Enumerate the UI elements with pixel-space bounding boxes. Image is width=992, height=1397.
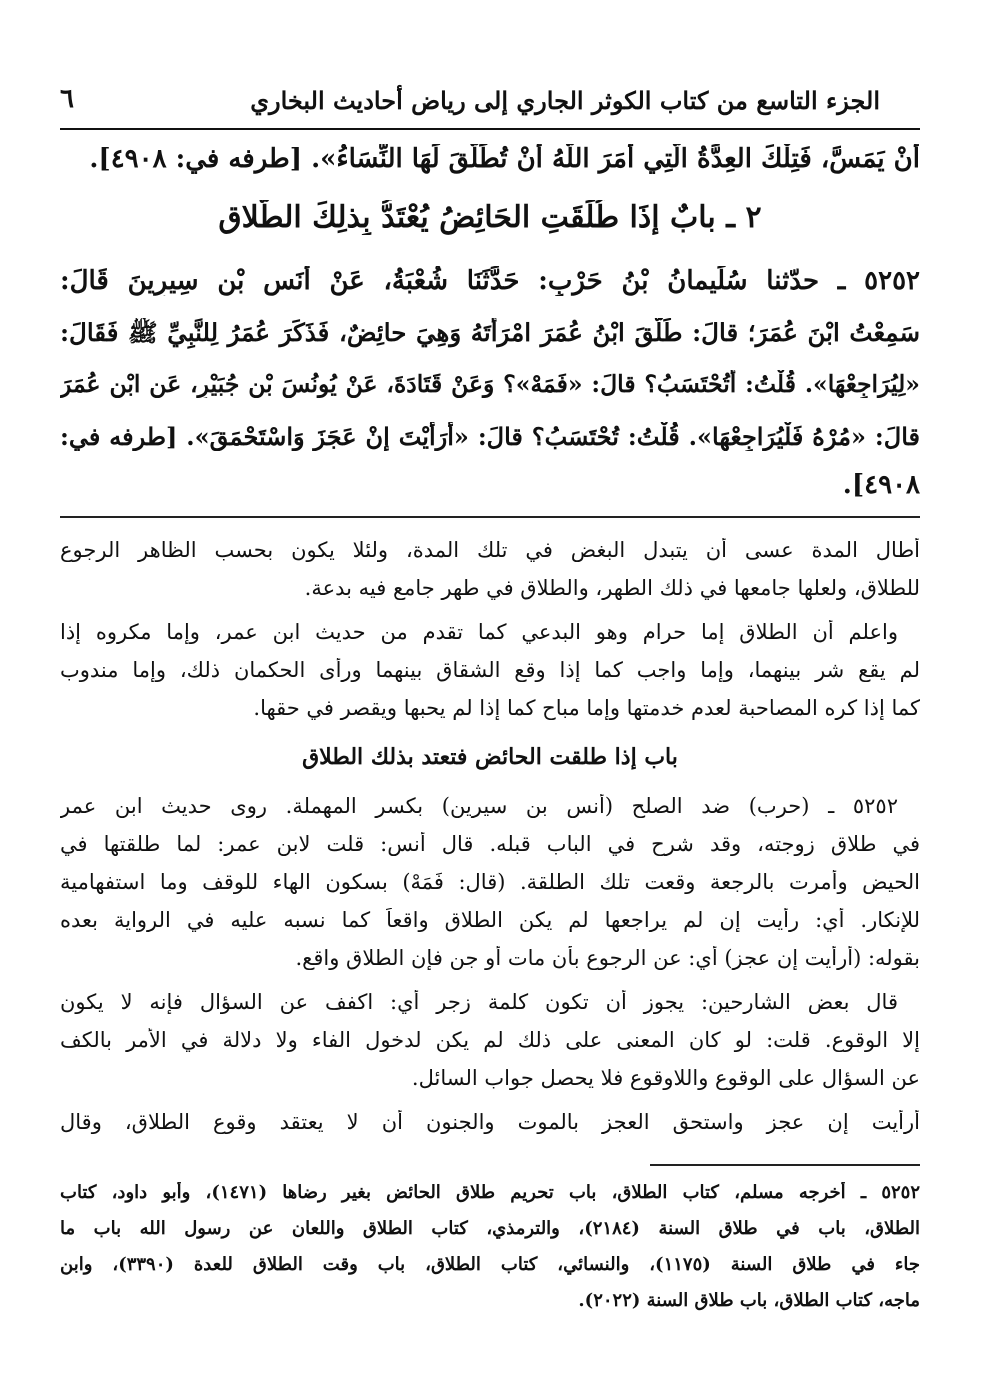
book-page bbox=[60, 60, 920, 1350]
running-header bbox=[60, 78, 920, 130]
hadith-line: ٥٢٥٢ ـ حدّثنا سُلَيمانُ بْنُ حَرْبٍ: حَدَّثَنَا شُعْبَةُ، عَنْ أَنَسِ بْنِ سِيرِينَ قَالَ: bbox=[60, 266, 920, 296]
hadith-line: أَنْ يَمَسَّ، فَتِلْكَ العِدَّةُ الَّتِي أَمَرَ اللَّهُ أَنْ تُطَلَّقَ لَهَا النِّسَاءُ». [طرفه في: ٤٩٠٨]. bbox=[89, 144, 920, 174]
hadith-line: قالَ: «مُرْهُ فَلْيُرَاجِعْهَا». قُلْتُ: تُحْتَسَبُ؟ قالَ: «أَرَأَيْتَ إِنْ عَجَزَ وَاسْتَحْمَقَ». [طرفه في: bbox=[60, 422, 920, 451]
commentary-line: إلا الوقوع. قلت: لو كان المعنى على ذلك لم يكن لدخول الفاء ولا دلالة في الأمر بالكف bbox=[60, 1028, 920, 1052]
commentary-line: ٥٢٥٢ ـ (حرب) ضد الصلح (أنس بن سيرين) بكسر المهملة. روى حديث ابن عمر bbox=[60, 794, 898, 818]
commentary-line: أطال المدة عسى أن يتبدل البغض في تلك المدة، ولئلا يكون بحسب الظاهر الرجوع bbox=[60, 538, 920, 562]
hadith-line: سَمِعْتُ ابْنَ عُمَرَ؛ قالَ: طَلَّقَ ابْنُ عُمَرَ امْرَأَتَهُ وَهِيَ حائِضٌ، فَذَكَرَ عُمَرُ لِلنَّبِيِّ ﷺ فَقَالَ: bbox=[60, 318, 920, 347]
footnote-divider bbox=[650, 1164, 920, 1166]
footnote-line: ٥٢٥٢ ـ أخرجه مسلم، كتاب الطلاق، باب تحريم طلاق الحائض بغير رضاها (١٤٧١)، وأبو داود، كتاب bbox=[60, 1182, 920, 1203]
commentary-line: في طلاق زوجته، وقد شرح في الباب قبله. قال أنس: قلت لابن عمر: لما طلقتها في bbox=[60, 832, 920, 856]
commentary-chapter-heading: باب إذا طلقت الحائض فتعتد بذلك الطلاق bbox=[302, 744, 678, 770]
commentary-line: عن السؤال على الوقوع واللاوقوع فلا يحصل جواب السائل. bbox=[411, 1066, 920, 1090]
footnote-line: الطلاق، باب في طلاق السنة (٢١٨٤)، والترمذي، كتاب الطلاق واللعان عن رسول الله باب ما bbox=[60, 1218, 920, 1239]
commentary-line: لم يقع شر بينهما، وإما واجب كما إذا وقع الشقاق بينهما ورأى الحكمان ذلك، وإما مندوب bbox=[60, 658, 920, 682]
chapter-heading: ٢ ـ بابٌ إِذَا طُلِّقَتِ الحَائِضُ يُعْتَدُّ بِذلِكَ الطَّلاقِ bbox=[218, 200, 762, 235]
footnote-line: ماجه، كتاب الطلاق، باب طلاق السنة (٢٠٢٢). bbox=[578, 1290, 920, 1311]
hadith-line: «لِيُرَاجِعْهَا». قُلْتُ: أَتُحْتَسَبُ؟ قالَ: «فَمَهْ»؟ وَعَنْ قَتَادَةَ، عَنْ يُونُسَ بْنِ جُبَيْرٍ، عَنِ ابْنِ عُمَرَ bbox=[60, 370, 920, 398]
hadith-line: ٤٩٠٨]. bbox=[842, 470, 920, 500]
commentary-line: أرأيت إن عجز واستحق العجز بالموت والجنون أن لا يعتقد وقوع الطلاق، وقال bbox=[60, 1110, 920, 1134]
section-divider bbox=[60, 516, 920, 518]
commentary-line: قال بعض الشارحين: يجوز أن تكون كلمة زجر أي: اكفف عن السؤال فإنه لا يكون bbox=[60, 990, 898, 1014]
commentary-line: للطلاق، ولعلها جامعها في ذلك الطهر، والطلاق في طهر جامع فيه بدعة. bbox=[304, 576, 920, 600]
commentary-line: واعلم أن الطلاق إما حرام وهو البدعي كما تقدم من حديث ابن عمر، وإما مكروه إذا bbox=[60, 620, 898, 644]
running-title: الجزء التاسع من كتاب الكوثر الجاري إلى رياض أحاديث البخاري bbox=[250, 86, 880, 115]
commentary-line: كما إذا كره المصاحبة لعدم خدمتها وإما مباح كما إذا لم يحبها ويقصر في حقها. bbox=[253, 696, 920, 720]
page-number: ٦ bbox=[60, 84, 74, 114]
footnote-line: جاء في طلاق السنة (١١٧٥)، والنسائي، كتاب الطلاق، باب وقت الطلاق للعدة (٣٣٩٠)، وابن bbox=[60, 1254, 920, 1275]
commentary-line: الحيض وأمرت بالرجعة وقعت تلك الطلقة. (قال: فَمَهْ) بسكون الهاء للوقف وما استفهامية bbox=[60, 870, 920, 894]
commentary-line: بقوله: (أرأيت إن عجز) أي: عن الرجوع بأن مات أو جن فإن الطلاق واقع. bbox=[295, 946, 920, 970]
commentary-line: للإنكار. أي: رأيت إن لم يراجعها لم يكن الطلاق واقعاً كما نسبه عليه في الرواية بعده bbox=[60, 908, 920, 932]
